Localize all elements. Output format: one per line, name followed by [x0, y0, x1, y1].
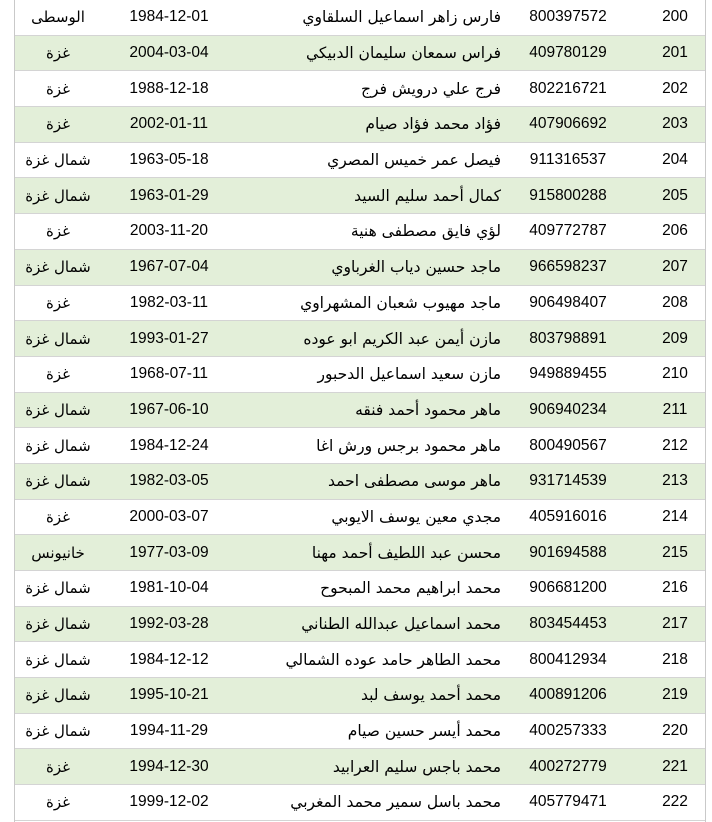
birth-date-cell: 1984-12-12 [129, 650, 209, 668]
row-number-cell: 208 [662, 293, 688, 311]
birth-date-cell: 1982-03-11 [129, 293, 209, 311]
birth-date-cell: 1984-12-24 [129, 436, 209, 454]
region-cell: شمال غزة [25, 686, 91, 705]
region-cell: شمال غزة [25, 579, 91, 598]
row-number-cell: 218 [662, 650, 688, 668]
table-row [15, 107, 705, 143]
id-number-cell: 915800288 [529, 186, 607, 204]
full-name-cell: محمد أيسر حسين صيام [347, 722, 501, 741]
birth-date-cell: 2004-03-04 [129, 44, 209, 62]
full-name-cell: ماجد مهيوب شعبان المشهراوي [300, 293, 501, 312]
table-row [15, 749, 705, 785]
birth-date-cell: 1994-12-30 [129, 757, 209, 775]
id-number-cell: 949889455 [529, 365, 607, 383]
records-table [14, 0, 706, 822]
full-name-cell: محمد باجس سليم العرابيد [332, 757, 501, 776]
full-name-cell: لؤي فايق مصطفى هنية [350, 222, 501, 241]
region-cell: شمال غزة [25, 722, 91, 741]
table-row [15, 571, 705, 607]
region-cell: غزة [46, 293, 70, 312]
row-number-cell: 212 [662, 436, 688, 454]
full-name-cell: محمد الطاهر حامد عوده الشمالي [285, 650, 501, 669]
id-number-cell: 800490567 [529, 436, 607, 454]
birth-date-cell: 1981-10-04 [129, 579, 209, 597]
birth-date-cell: 1988-12-18 [129, 79, 209, 97]
region-cell: شمال غزة [25, 436, 91, 455]
region-cell: شمال غزة [25, 258, 91, 277]
row-number-cell: 219 [662, 686, 688, 704]
id-number-cell: 409772787 [529, 222, 607, 240]
id-number-cell: 400272779 [529, 757, 607, 775]
region-cell: شمال غزة [25, 650, 91, 669]
region-cell: خانيونس [31, 543, 85, 562]
table-row [15, 71, 705, 107]
row-number-cell: 216 [662, 579, 688, 597]
row-number-cell: 206 [662, 222, 688, 240]
region-cell: شمال غزة [25, 151, 91, 170]
row-number-cell: 210 [662, 365, 688, 383]
row-number-cell: 220 [662, 722, 688, 740]
birth-date-cell: 1963-05-18 [129, 151, 209, 169]
birth-date-cell: 1967-06-10 [129, 400, 209, 418]
table-row [15, 250, 705, 286]
row-number-cell: 213 [662, 472, 688, 490]
table-row [15, 0, 705, 36]
full-name-cell: محمد باسل سمير محمد المغربي [290, 793, 501, 812]
table-row [15, 785, 705, 821]
row-number-cell: 203 [662, 115, 688, 133]
full-name-cell: فيصل عمر خميس المصري [327, 151, 501, 170]
region-cell: غزة [46, 79, 70, 98]
row-number-cell: 217 [662, 615, 688, 633]
row-number-cell: 204 [662, 151, 688, 169]
id-number-cell: 409780129 [529, 44, 607, 62]
row-number-cell: 221 [662, 757, 688, 775]
table-row [15, 214, 705, 250]
region-cell: شمال غزة [25, 400, 91, 419]
birth-date-cell: 1994-11-29 [129, 722, 209, 740]
full-name-cell: فراس سمعان سليمان الدبيكي [306, 44, 501, 63]
birth-date-cell: 1977-03-09 [129, 543, 209, 561]
region-cell: شمال غزة [25, 329, 91, 348]
birth-date-cell: 2002-01-11 [129, 115, 209, 133]
table-row [15, 535, 705, 571]
table-row [15, 178, 705, 214]
table-row [15, 36, 705, 72]
region-cell: غزة [46, 222, 70, 241]
table-row [15, 607, 705, 643]
full-name-cell: مازن أيمن عبد الكريم ابو عوده [303, 329, 501, 348]
full-name-cell: فؤاد محمد فؤاد صيام [365, 115, 501, 134]
region-cell: غزة [46, 757, 70, 776]
table-row [15, 321, 705, 357]
birth-date-cell: 1967-07-04 [129, 258, 209, 276]
birth-date-cell: 1984-12-01 [129, 8, 209, 26]
table-row [15, 464, 705, 500]
id-number-cell: 966598237 [529, 258, 607, 276]
row-number-cell: 207 [662, 258, 688, 276]
row-number-cell: 205 [662, 186, 688, 204]
id-number-cell: 906498407 [529, 293, 607, 311]
row-number-cell: 211 [662, 400, 688, 418]
row-number-cell: 200 [662, 8, 688, 26]
birth-date-cell: 2003-11-20 [129, 222, 209, 240]
id-number-cell: 803798891 [529, 329, 607, 347]
row-number-cell: 202 [662, 79, 688, 97]
full-name-cell: محمد أحمد يوسف لبد [360, 686, 501, 705]
birth-date-cell: 1995-10-21 [129, 686, 209, 704]
table-row [15, 143, 705, 179]
birth-date-cell: 1968-07-11 [129, 365, 209, 383]
full-name-cell: كمال أحمد سليم السيد [354, 186, 501, 205]
row-number-cell: 209 [662, 329, 688, 347]
table-row [15, 286, 705, 322]
full-name-cell: ماهر محمود أحمد فنقه [355, 400, 501, 419]
full-name-cell: ماهر موسى مصطفى احمد [328, 472, 501, 491]
table-row [15, 357, 705, 393]
region-cell: شمال غزة [25, 615, 91, 634]
full-name-cell: محمد ابراهيم محمد المبحوح [320, 579, 501, 598]
id-number-cell: 407906692 [529, 115, 607, 133]
id-number-cell: 400257333 [529, 722, 607, 740]
full-name-cell: ماهر محمود برجس ورش اغا [316, 436, 501, 455]
full-name-cell: فرج علي درويش فرج [361, 79, 501, 98]
region-cell: غزة [46, 507, 70, 526]
row-number-cell: 201 [662, 44, 688, 62]
row-number-cell: 214 [662, 507, 688, 525]
id-number-cell: 931714539 [529, 472, 607, 490]
region-cell: شمال غزة [25, 472, 91, 491]
region-cell: غزة [46, 44, 70, 63]
id-number-cell: 800412934 [529, 650, 607, 668]
full-name-cell: محمد اسماعيل عبدالله الطناني [301, 615, 501, 634]
birth-date-cell: 1992-03-28 [129, 615, 209, 633]
birth-date-cell: 1982-03-05 [129, 472, 209, 490]
region-cell: غزة [46, 365, 70, 384]
birth-date-cell: 1963-01-29 [129, 186, 209, 204]
id-number-cell: 802216721 [529, 79, 607, 97]
id-number-cell: 906681200 [529, 579, 607, 597]
table-row [15, 428, 705, 464]
full-name-cell: فارس زاهر اسماعيل السلقاوي [302, 8, 501, 27]
birth-date-cell: 2000-03-07 [129, 507, 209, 525]
table-row [15, 500, 705, 536]
full-name-cell: مجدي معين يوسف الايوبي [331, 507, 501, 526]
region-cell: غزة [46, 115, 70, 134]
region-cell: شمال غزة [25, 186, 91, 205]
id-number-cell: 906940234 [529, 400, 607, 418]
full-name-cell: ماجد حسين دياب الغرباوي [331, 258, 501, 277]
table-row [15, 642, 705, 678]
table-row [15, 678, 705, 714]
row-number-cell: 215 [662, 543, 688, 561]
full-name-cell: محسن عبد اللطيف أحمد مهنا [311, 543, 501, 562]
id-number-cell: 803454453 [529, 615, 607, 633]
birth-date-cell: 1999-12-02 [129, 793, 209, 811]
id-number-cell: 800397572 [529, 8, 607, 26]
id-number-cell: 901694588 [529, 543, 607, 561]
id-number-cell: 911316537 [529, 151, 607, 169]
region-cell: غزة [46, 793, 70, 812]
full-name-cell: مازن سعيد اسماعيل الدحبور [317, 365, 501, 384]
id-number-cell: 405779471 [529, 793, 607, 811]
id-number-cell: 405916016 [529, 507, 607, 525]
birth-date-cell: 1993-01-27 [129, 329, 209, 347]
id-number-cell: 400891206 [529, 686, 607, 704]
table-row [15, 714, 705, 750]
region-cell: الوسطى [31, 8, 85, 27]
table-row [15, 393, 705, 429]
row-number-cell: 222 [662, 793, 688, 811]
